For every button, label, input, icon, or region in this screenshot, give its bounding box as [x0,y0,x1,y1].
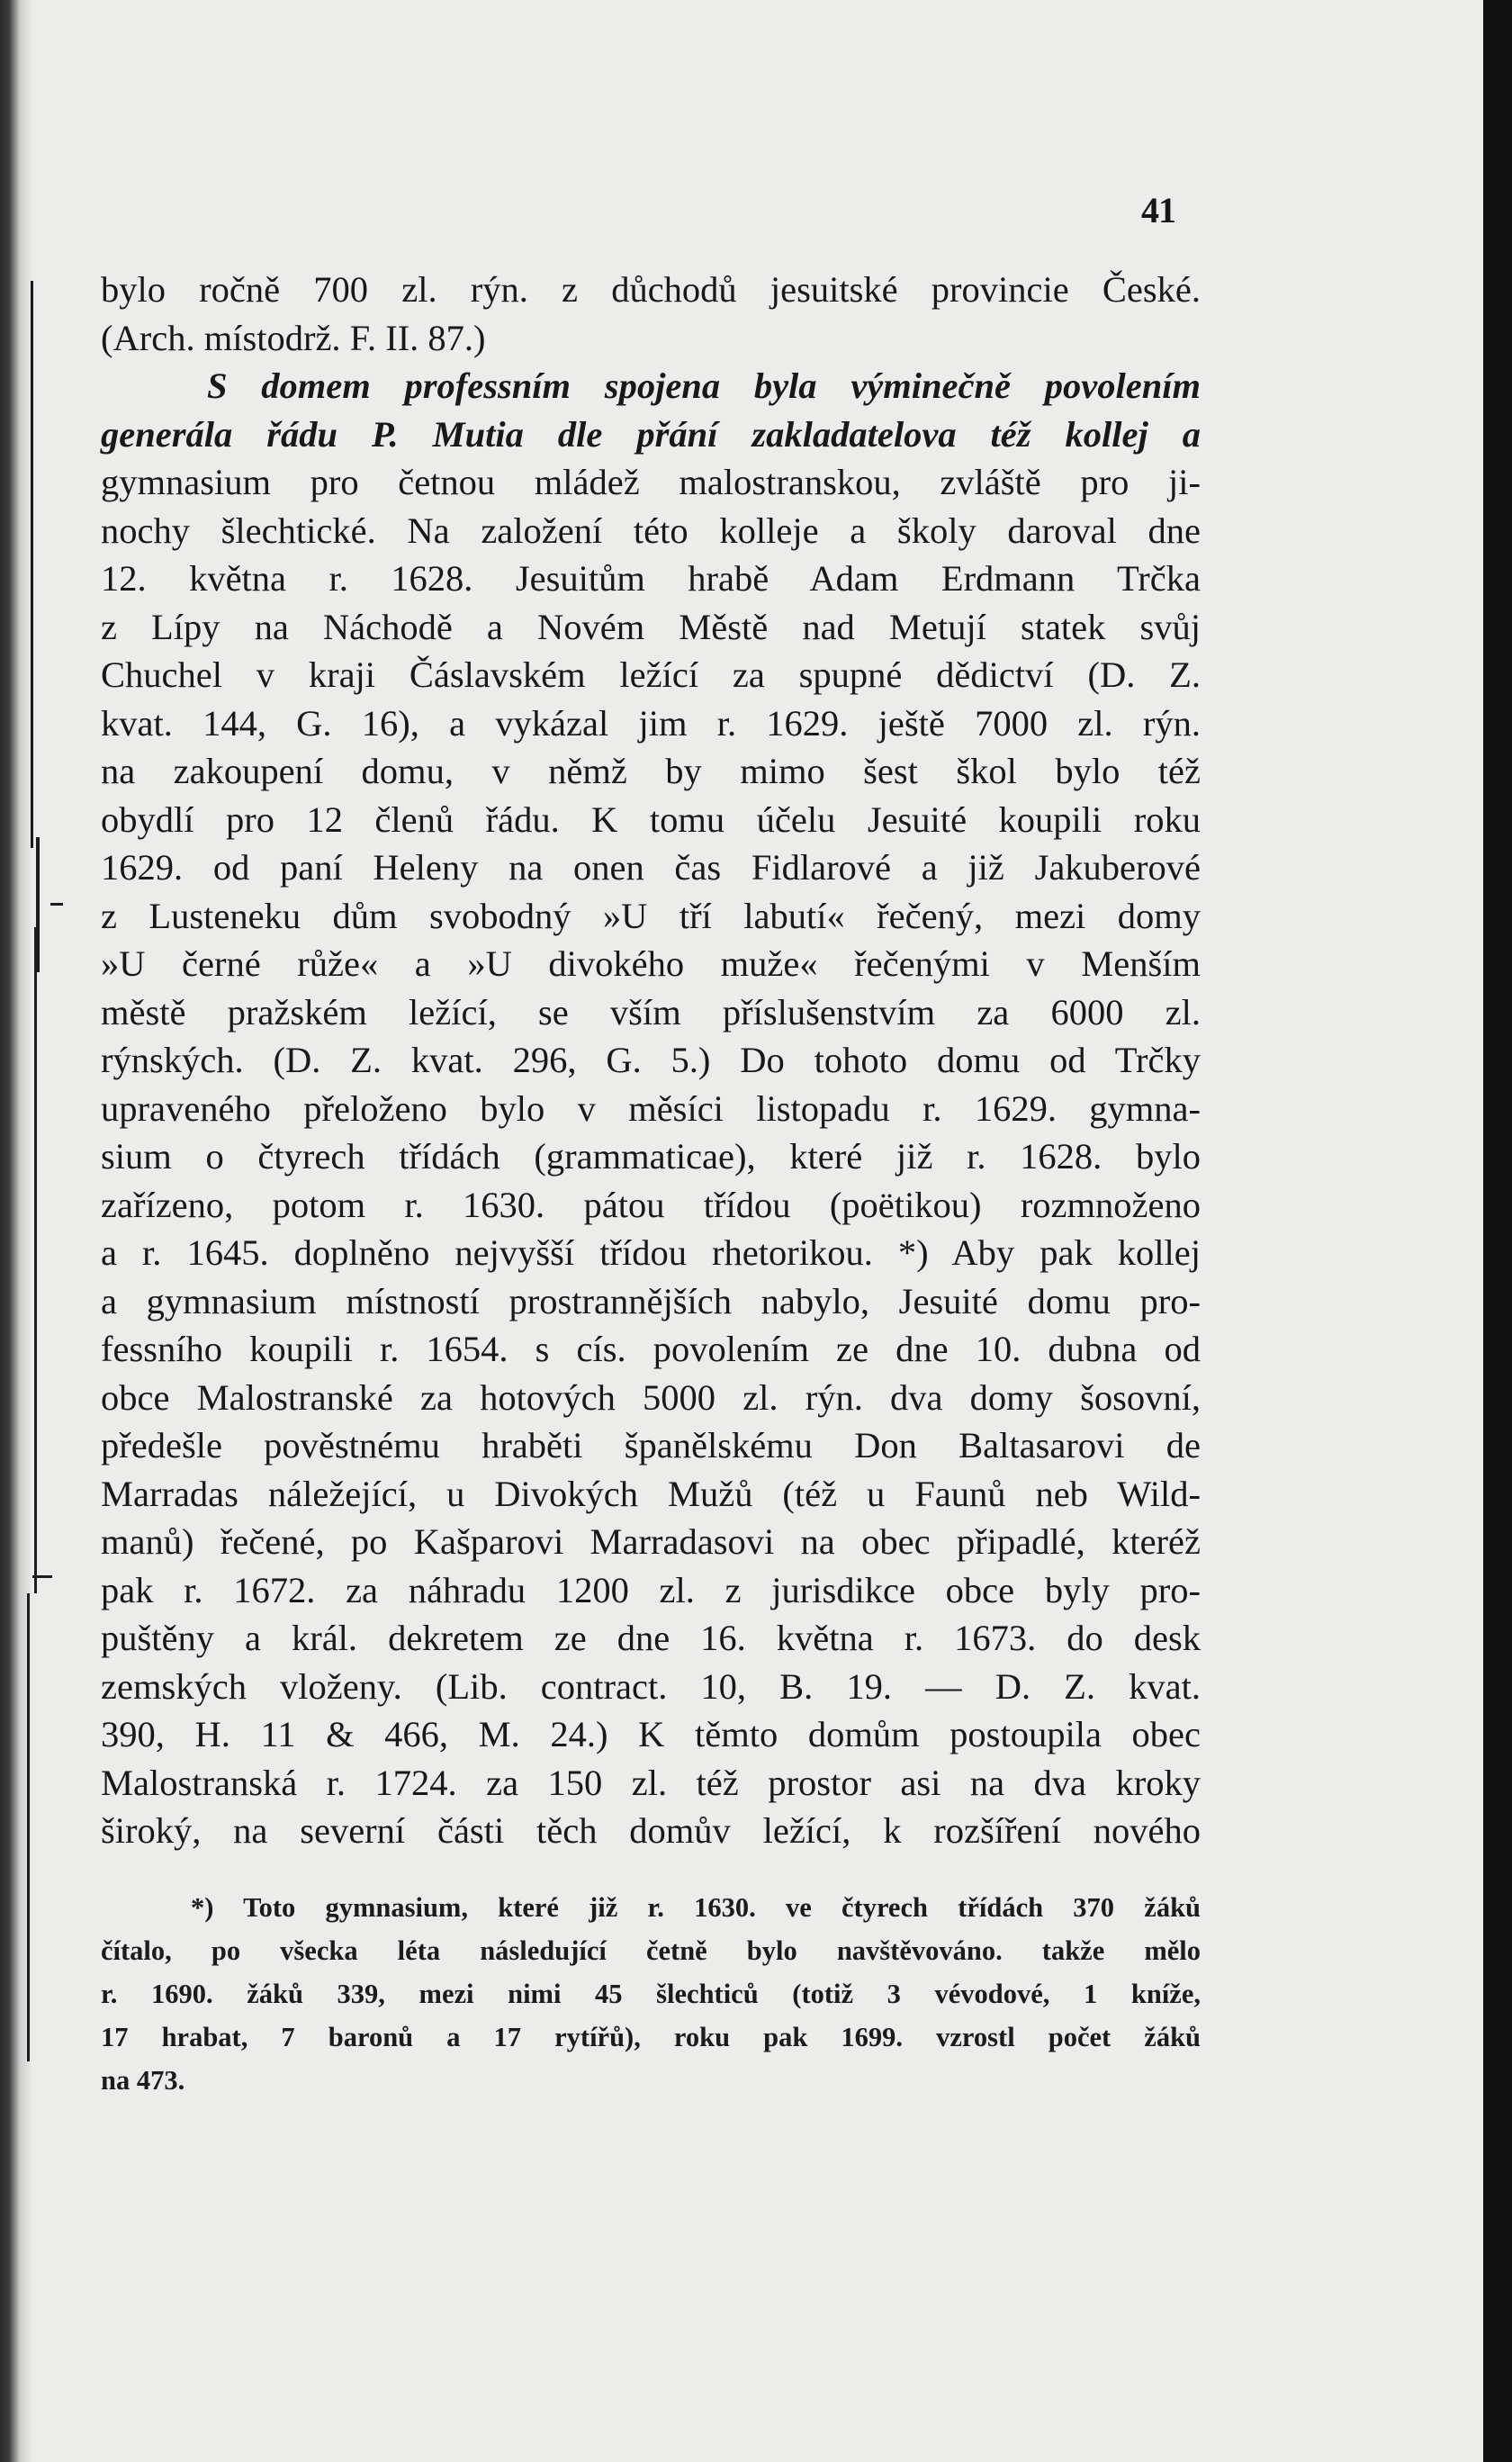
text-line: S domem professním spojena byla výminečně povolením [207,365,1201,406]
footnote [101,1886,1201,2102]
text-line: puštěny a král. dekretem ze dne 16. května r. 1673. do desk [101,1618,1201,1658]
text-line: městě pražském ležící, se vším příslušenstvím za 6000 zl. [101,991,1201,1033]
binding-mark [27,1593,30,2061]
text-line: Chuchel v kraji Čáslavském ležící za spupné dědictví (D. Z. [101,654,1201,695]
text-line: fessního koupili r. 1654. s cís. povolením ze dne 10. dubna od [101,1329,1201,1369]
text-line: gymnasium pro četnou mládež malostranskou, zvláště pro ji- [101,462,1201,502]
page-number: 41 [1141,190,1175,230]
text-line: manů) řečené, po Kašparovi Marradasovi na obec připadlé, kteréž [101,1521,1201,1562]
footnote-line: *) Toto gymnasium, které již r. 1630. ve čtyrech třídách 370 žáků [191,1892,1201,1923]
text-line: z Lusteneku dům svobodný »U tří labutí« řečený, mezi domy [101,895,1201,936]
text-line: obydlí pro 12 členů řádu. K tomu účelu Jesuité koupili roku [101,798,1201,840]
text-line: na zakoupení domu, v němž by mimo šest škol bylo též [101,751,1201,791]
text-line: sium o čtyrech třídách (grammaticae), které již r. 1628. bylo [101,1136,1201,1177]
text-line: a gymnasium místností prostrannějších nabylo, Jesuité domu pro- [101,1280,1201,1321]
binding-mark [34,927,37,1593]
text-line: bylo ročně 700 zl. rýn. z důchodů jesuitské provincie České. [101,269,1201,310]
text-line: z Lípy na Náchodě a Novém Městě nad Metují statek svůj [101,606,1201,647]
binding-mark [31,281,33,848]
text-line: nochy šlechtické. Na založení této kolleje a školy daroval dne [101,510,1201,551]
text-line: rýnských. (D. Z. kvat. 296, G. 5.) Do tohoto domu od Trčky [101,1040,1201,1080]
text-line: 1629. od paní Heleny na onen čas Fidlarové a již Jakuberové [101,847,1201,888]
text-line: zařízeno, potom r. 1630. pátou třídou (poëtikou) rozmnoženo [101,1184,1201,1225]
body-text [101,266,1201,1855]
scan-border [1483,0,1512,2462]
binding-mark [32,1575,52,1578]
footnote-line: 17 hrabat, 7 baronů a 17 rytířů), roku pak 1699. vzrostl počet žáků [101,2022,1201,2052]
footnote-line: r. 1690. žáků 339, mezi nimi 45 šlechticů (totiž 3 vévodové, 1 kníže, [101,1979,1201,2009]
text-line: pak r. 1672. za náhradu 1200 zl. z jurisdikce obce byly pro- [101,1569,1201,1610]
footnote-line: na 473. [101,2065,185,2096]
text-line: zemských vloženy. (Lib. contract. 10, B. 19. — D. Z. kvat. [101,1665,1201,1707]
text-line: Marradas náležející, u Divokých Mužů (též u Faunů neb Wild- [101,1473,1201,1514]
text-line: (Arch. místodrž. F. II. 87.) [101,317,486,358]
text-line: upraveného přeloženo bylo v měsíci listopadu r. 1629. gymna- [101,1087,1201,1129]
footnote-line: čítalo, po všecka léta následující četně bylo navštěvováno. takže mělo [101,1935,1201,1966]
text-line: obce Malostranské za hotových 5000 zl. rýn. dva domy šosovní, [101,1376,1201,1418]
binding-shadow [0,0,32,2462]
text-line: a r. 1645. doplněno nejvyšší třídou rhetorikou. *) Aby pak kollej [101,1232,1201,1273]
text-line: Malostranská r. 1724. za 150 zl. též prostor asi na dva kroky [101,1762,1201,1803]
text-line: generála řádu P. Mutia dle přání zakladatelova též kollej a [101,413,1201,455]
text-line: kvat. 144, G. 16), a vykázal jim r. 1629. ještě 7000 zl. rýn. [101,702,1201,744]
binding-mark [50,903,63,906]
text-line: »U černé růže« a »U divokého muže« řečenými v Menším [101,943,1201,984]
text-line: 390, H. 11 & 466, M. 24.) K těmto domům postoupila obec [101,1714,1201,1754]
text-line: 12. května r. 1628. Jesuitům hrabě Adam Erdmann Trčka [101,558,1201,599]
text-line: předešle pověstnému hraběti španělskému Don Baltasarovi de [101,1425,1201,1465]
text-line: široký, na severní části těch domův ležící, k rozšíření nového [101,1810,1201,1851]
